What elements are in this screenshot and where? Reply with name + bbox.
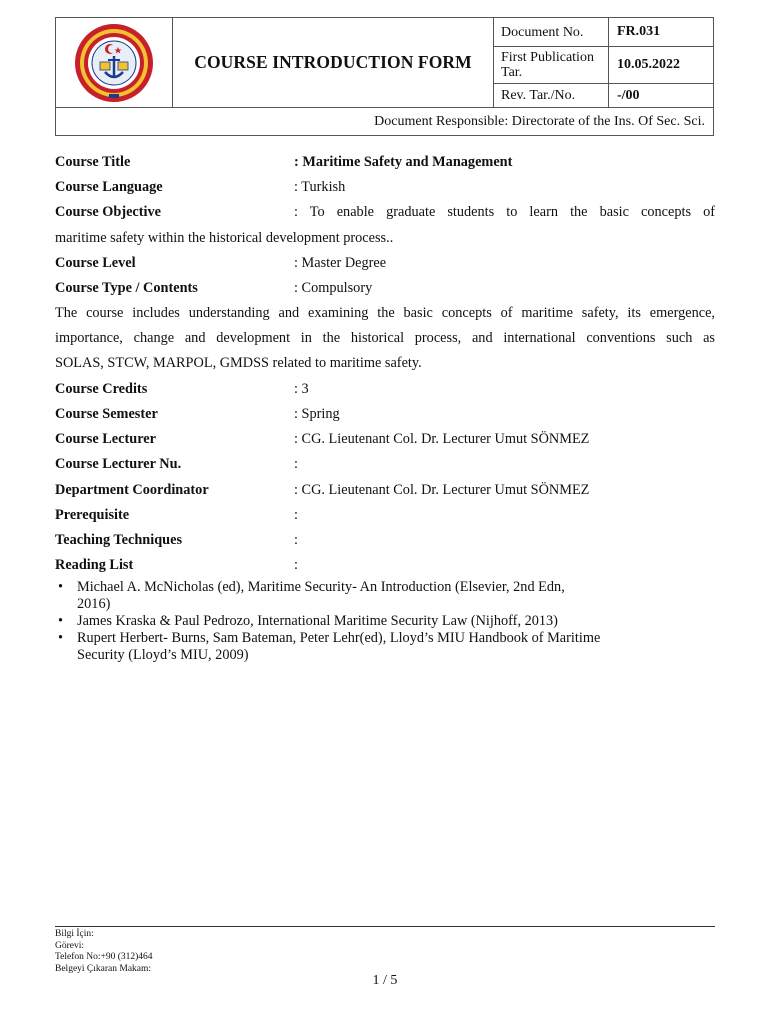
document-responsible: Document Responsible: Directorate of the Ins. Of Sec. Sci. (56, 107, 713, 136)
footer-line: Görevi: (55, 940, 85, 951)
course-credits-label: Course Credits (55, 381, 148, 397)
course-title-value: : Maritime Safety and Management (294, 154, 513, 170)
course-language-label: Course Language (55, 179, 163, 195)
reading-list-value: : (294, 557, 298, 573)
reading-item-line1: Michael A. McNicholas (ed), Maritime Security- An Introduction (Elsevier, 2nd Edn, (77, 579, 565, 595)
course-contents-line2: importance, change and development in the historical process, and international conventions such as (55, 330, 715, 346)
course-lecturer-value: : CG. Lieutenant Col. Dr. Lecturer Umut SÖNMEZ (294, 431, 590, 447)
course-level-value: : Master Degree (294, 255, 387, 271)
course-semester-label: Course Semester (55, 406, 158, 422)
footer-info (55, 929, 153, 975)
reading-item-line1: Rupert Herbert- Burns, Sam Bateman, Peter Lehr(ed), Lloyd’s MIU Handbook of Maritime (77, 630, 601, 646)
bullet-icon: • (58, 613, 64, 629)
list-item (55, 630, 695, 664)
course-objective-line2: maritime safety within the historical development process.. (55, 230, 394, 246)
bullet-icon: • (58, 579, 64, 595)
first-publication-row (494, 47, 713, 84)
first-publication-label: First Publication Tar. (494, 47, 609, 83)
footer-divider (55, 926, 715, 927)
university-seal-icon (64, 22, 164, 104)
course-contents-line1: The course includes understanding and examining the basic concepts of maritime safety, its emergence, (55, 305, 715, 321)
footer-line: Belgeyi Çıkaran Makam: (55, 963, 152, 974)
course-objective-label: Course Objective (55, 204, 162, 220)
doc-no-row (494, 18, 713, 47)
reading-list (55, 579, 695, 664)
course-contents-line3: SOLAS, STCW, MARPOL, GMDSS related to maritime safety. (55, 355, 422, 371)
revision-value: -/00 (617, 87, 640, 103)
course-credits-value: : 3 (294, 381, 309, 397)
document-header-table (55, 17, 714, 136)
revision-row (494, 84, 713, 107)
reading-item-line2: 2016) (77, 596, 111, 612)
department-coordinator-label: Department Coordinator (55, 482, 209, 498)
prerequisite-label: Prerequisite (55, 507, 130, 523)
course-type-value: : Compulsory (294, 280, 373, 296)
course-title-label: Course Title (55, 154, 131, 170)
doc-no-value: FR.031 (617, 24, 661, 39)
course-level-label: Course Level (55, 255, 136, 271)
course-objective-line1: : To enable graduate students to learn the basic concepts of (294, 204, 715, 220)
footer-line: Bilgi İçin: (55, 929, 94, 939)
course-type-label: Course Type / Contents (55, 280, 198, 296)
course-lecturer-nu-label: Course Lecturer Nu. (55, 456, 182, 472)
course-lecturer-label: Course Lecturer (55, 431, 156, 447)
page-number: 1 / 5 (372, 973, 398, 988)
department-coordinator-value: : CG. Lieutenant Col. Dr. Lecturer Umut SÖNMEZ (294, 482, 590, 498)
first-publication-value: 10.05.2022 (617, 57, 680, 72)
form-title: COURSE INTRODUCTION FORM (173, 18, 494, 107)
reading-list-label: Reading List (55, 557, 134, 573)
footer-line: Telefon No:+90 (312)464 (55, 952, 153, 962)
bullet-icon: • (58, 630, 64, 646)
document-meta (494, 18, 713, 107)
list-item (55, 613, 695, 630)
reading-item-line1: James Kraska & Paul Pedrozo, International Maritime Security Law (Nijhoff, 2013) (77, 613, 558, 629)
list-item (55, 579, 695, 613)
logo-cell (56, 18, 173, 107)
doc-no-label: Document No. (494, 18, 609, 46)
reading-item-line2: Security (Lloyd’s MIU, 2009) (77, 647, 249, 663)
prerequisite-value: : (294, 507, 298, 523)
course-language-value: : Turkish (294, 179, 346, 195)
course-semester-value: : Spring (294, 406, 340, 422)
teaching-techniques-label: Teaching Techniques (55, 532, 183, 548)
teaching-techniques-value: : (294, 532, 298, 548)
course-lecturer-nu-value: : (294, 456, 298, 472)
revision-label: Rev. Tar./No. (494, 84, 609, 107)
